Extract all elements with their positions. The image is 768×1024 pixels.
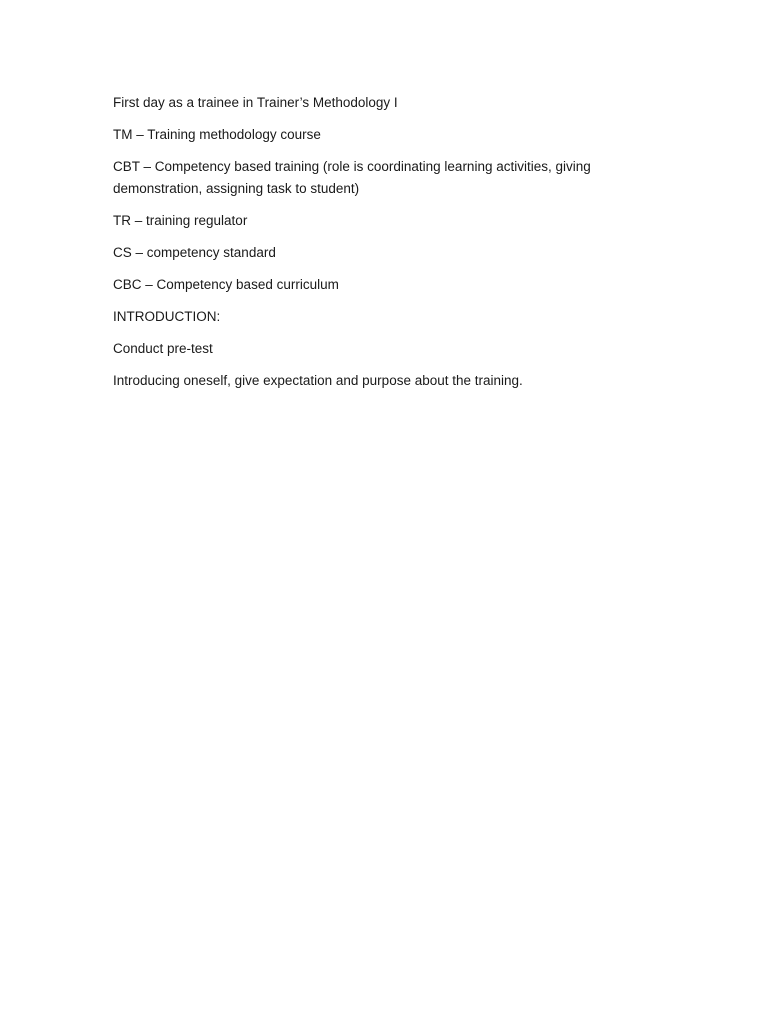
paragraph-tm-definition: TM – Training methodology course	[113, 127, 321, 142]
paragraph-tr-definition: TR – training regulator	[113, 213, 248, 228]
paragraph-cbc-definition: CBC – Competency based curriculum	[113, 277, 339, 292]
paragraph-introducing-oneself: Introducing oneself, give expectation and purpose about the training.	[113, 373, 523, 388]
paragraph-cbt-definition: CBT – Competency based training (role is coordinating learning activities, giving demonstration, assigning task to student)	[113, 159, 591, 196]
paragraph-title-line: First day as a trainee in Trainer’s Methodology I	[113, 95, 398, 110]
paragraph-pretest: Conduct pre-test	[113, 341, 213, 356]
document-body	[113, 92, 613, 402]
paragraph-introduction-heading: INTRODUCTION:	[113, 309, 221, 324]
paragraph-cs-definition: CS – competency standard	[113, 245, 276, 260]
